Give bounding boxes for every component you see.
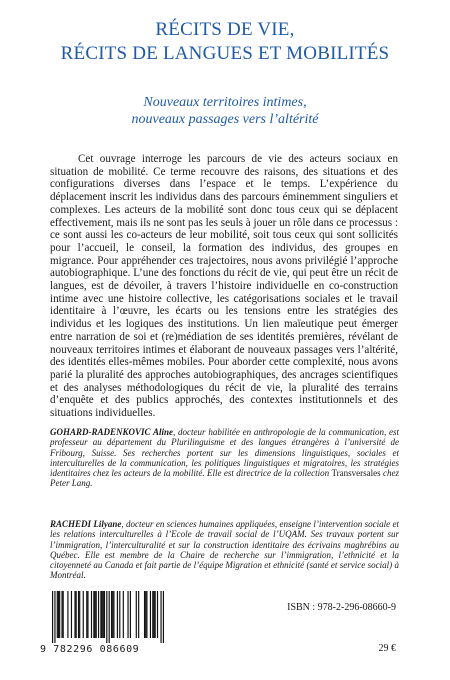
barcode-bar [52,591,53,643]
barcode-bar [61,591,62,638]
barcode [40,591,168,661]
barcode-bar [144,591,145,638]
barcode-bar [136,591,137,638]
price: 29 € [378,643,396,654]
barcode-bar [155,591,156,638]
barcode-bar [76,591,77,638]
barcode-bar [150,591,151,638]
barcode-bar [94,591,95,638]
barcode-bar [78,591,79,638]
barcode-digits: 9 782296 086609 [40,644,140,655]
barcode-bar [102,591,103,638]
barcode-bar [152,591,153,638]
isbn: ISBN : 978-2-296-08660-9 [287,602,396,613]
barcode-bar [83,591,84,638]
barcode-bar [86,591,87,638]
barcode-bar [163,591,164,643]
author-name: GOHARD-RADENKOVIC Aline [50,427,173,437]
barcode-bar [100,591,101,638]
barcode-bar [157,591,158,638]
book-title-line1: RÉCITS DE VIE, [155,19,295,40]
barcode-bar [103,591,104,638]
barcode-bar [74,591,75,638]
summary-text: Cet ouvrage interroge les parcours de vie des acteurs sociaux en situation de mobilité. Ce terme recouvre des raisons, des situations et des configurations diverses dans l’espace et le temps. L’expérience du déplacement inscrit les individus dans des parcours éminemment singuliers et complexes. Les acteurs de la mobilité sont donc tous ceux qui se déplacent effectivement, mais ils ne sont pas les seuls à jouer un rôle dans ce processus : ce sont aussi les co-acteurs de leur mobilité, soit tous ceux qui sont sollicités pour l’accueil, le conseil, la formation des individus, des groupes en migrance. Pour appréhender ces trajectoires, nous avons privilégié l’approche autobiographique. L’une des fonctions du récit de vie, qui peut être un récit de langues, est de dévoiler, à travers l’histoire individuelle en co-construction intime avec une histoire collective, les catégorisations sociales et le travail identitaire à l’œuvre, les écarts ou les tensions entre les stratégies des individus et les logiques des institutions. Un lien maïeutique peut émerger entre narration de soi et (re)médiation de ses identités premières, révélant de nouveaux territoires intimes et élaborant de nouveaux passages vers l’altérité, des identités elles-mêmes mobiles. Pour aborder cette complexité, nous avons parié la pluralité des approches autobiographiques, des ancrages scientifiques et des analyses méthodologiques du récit de vie, la pluralité des terrains d’enquête et des publics approchés, des contextes institutionnels et des situations individuelles. [50,153,398,420]
barcode-bar [93,591,94,638]
barcode-bar [117,591,118,638]
author-bio-text: , docteur en sciences humaines appliquées, enseigne l’intervention sociale et les relations interculturelles à l’Ecole de travail social de l’UQAM. Ses travaux portent sur l’immigration, l’interculturalité et sur la construction identitaire des écrivains maghrébins au Québec. Elle est membre de la Chaire de recherche sur l’immigration, l’ethnicité et la citoyenneté au Canada et fait partie de l’équipe Migration et ethnicité (santé et service social) à Montréal. [50,519,400,581]
barcode-bar [119,591,120,638]
barcode-bar [145,591,146,638]
barcode-bar [58,591,59,638]
author-bio-gohard [50,427,399,489]
author-bio-text-end: chez Peter Lang. [50,468,399,489]
barcode-bar [63,591,64,638]
collection-name: Transversales [331,468,381,479]
barcode-bar [87,591,88,638]
barcode-bar [127,591,128,638]
barcode-bar [153,591,154,638]
barcode-bar [104,591,105,638]
barcode-bar [106,591,107,643]
barcode-bar [59,591,60,638]
barcode-bar [130,591,131,638]
author-bio-rachedi [50,519,399,581]
barcode-bar [67,591,68,638]
barcode-bar [109,591,110,643]
barcode-bar [79,591,80,638]
author-bio-text: , docteur habilitée en anthropologie de la communication, est professeur au département du Plurilinguisme et des langues étrangères à l’université de Fribourg, Suisse. Ses recherches portent sur les dimensions linguistiques, sociales et interculturelles de la communication, les politiques linguistiques et migratoires, les stratégies identitaires chez les acteurs de la mobilité. Elle est directrice de la collection [50,427,399,479]
barcode-bar [91,591,92,638]
author-name: RACHEDI Lilyane [50,519,122,529]
barcode-bar [123,591,124,638]
barcode-bar [57,591,58,638]
barcode-bars [52,591,164,643]
barcode-bar [160,591,161,643]
book-subtitle-line2: nouveaux passages vers l’altérité [131,112,319,127]
book-subtitle-line1: Nouveaux territoires intimes, [143,95,307,110]
book-title-line2: RÉCITS DE LANGUES ET MOBILITÉS [60,43,390,64]
barcode-bar [112,591,113,638]
barcode-bar [71,591,72,638]
barcode-bar [54,591,55,643]
barcode-bar [138,591,139,638]
barcode-bar [146,591,147,638]
barcode-bar [111,591,112,638]
barcode-bar [113,591,114,638]
barcode-bar [98,591,99,638]
barcode-bar [96,591,97,638]
